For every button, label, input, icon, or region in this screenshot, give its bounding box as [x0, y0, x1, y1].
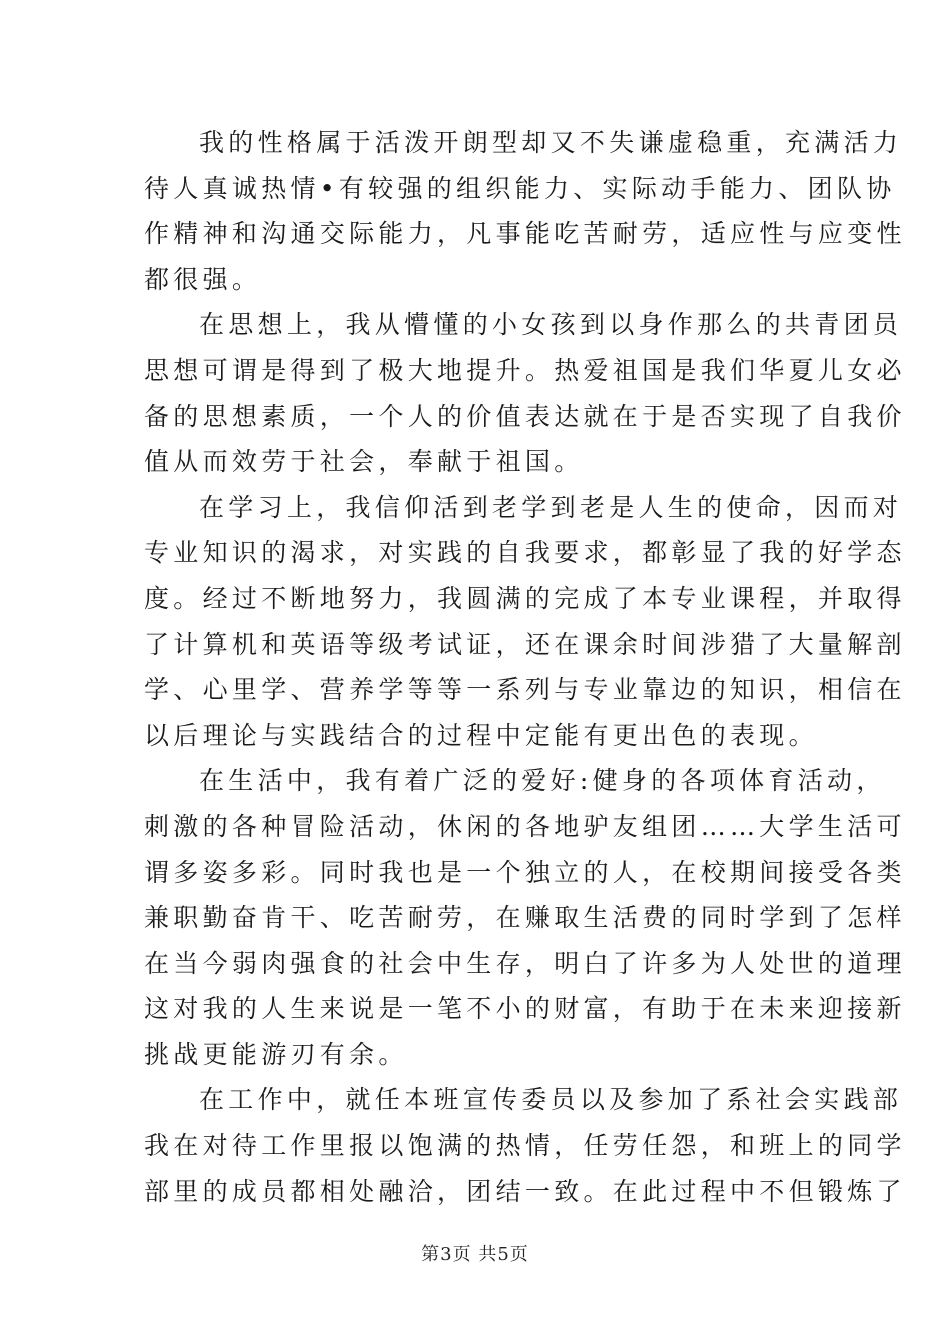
text-line: 兼职勤奋肯干、吃苦耐劳，在赚取生活费的同时学到了怎样 — [144, 903, 906, 933]
text-line: 部里的成员都相处融洽，团结一致。在此过程中不但锻炼了 — [144, 1176, 906, 1206]
paragraph-work — [144, 1077, 906, 1214]
text-line: 在思想上，我从懵懂的小女孩到以身作那么的共青团员 — [199, 310, 903, 340]
text-line: 值从而效劳于社会，奉献于祖国。 — [144, 447, 584, 477]
text-line: 在生活中，我有着广泛的爱好:健身的各项体育活动， — [199, 766, 886, 796]
paragraph-personality — [144, 120, 906, 302]
text-line: 我的性格属于活泼开朗型却又不失谦虚稳重，充满活力 — [199, 128, 903, 157]
text-line: 谓多姿多彩。同时我也是一个独立的人，在校期间接受各类 — [144, 857, 906, 887]
text-line: 待人真诚热情•有较强的组织能力、实际动手能力、团队协 — [144, 173, 896, 203]
text-line: 在工作中，就任本班宣传委员以及参加了系社会实践部 — [199, 1085, 903, 1115]
paragraph-study — [144, 485, 906, 759]
text-line: 这对我的人生来说是一笔不小的财富，有助于在未来迎接新 — [144, 994, 906, 1024]
text-line: 学、心里学、营养学等等一系列与专业靠边的知识，相信在 — [144, 675, 906, 705]
text-line: 都很强。 — [144, 264, 262, 294]
text-line: 刺激的各种冒险活动，休闲的各地驴友组团……大学生活可 — [144, 811, 906, 841]
paragraph-thought — [144, 302, 906, 484]
text-line: 在学习上，我信仰活到老学到老是人生的使命，因而对 — [199, 492, 903, 522]
text-line: 思想可谓是得到了极大地提升。热爱祖国是我们华夏儿女必 — [144, 355, 906, 385]
text-line: 我在对待工作里报以饱满的热情，任劳任怨，和班上的同学 — [144, 1131, 906, 1161]
text-line: 以后理论与实践结合的过程中定能有更出色的表现。 — [144, 720, 818, 750]
text-line: 在当今弱肉强食的社会中生存，明白了许多为人处世的道理 — [144, 948, 906, 978]
document-body — [144, 120, 906, 1214]
text-line: 专业知识的渴求，对实践的自我要求，都彰显了我的好学态 — [144, 538, 906, 568]
text-line: 备的思想素质，一个人的价值表达就在于是否实现了自我价 — [144, 401, 906, 431]
text-line: 了计算机和英语等级考试证，还在课余时间涉猎了大量解剖 — [144, 629, 906, 659]
page-number-footer: 第3页 共5页 — [421, 1244, 529, 1265]
text-line: 挑战更能游刃有余。 — [144, 1039, 408, 1069]
paragraph-life — [144, 758, 906, 1077]
text-line: 作精神和沟通交际能力，凡事能吃苦耐劳，适应性与应变性 — [144, 219, 906, 249]
text-line: 度。经过不断地努力，我圆满的完成了本专业课程，并取得 — [144, 583, 906, 613]
